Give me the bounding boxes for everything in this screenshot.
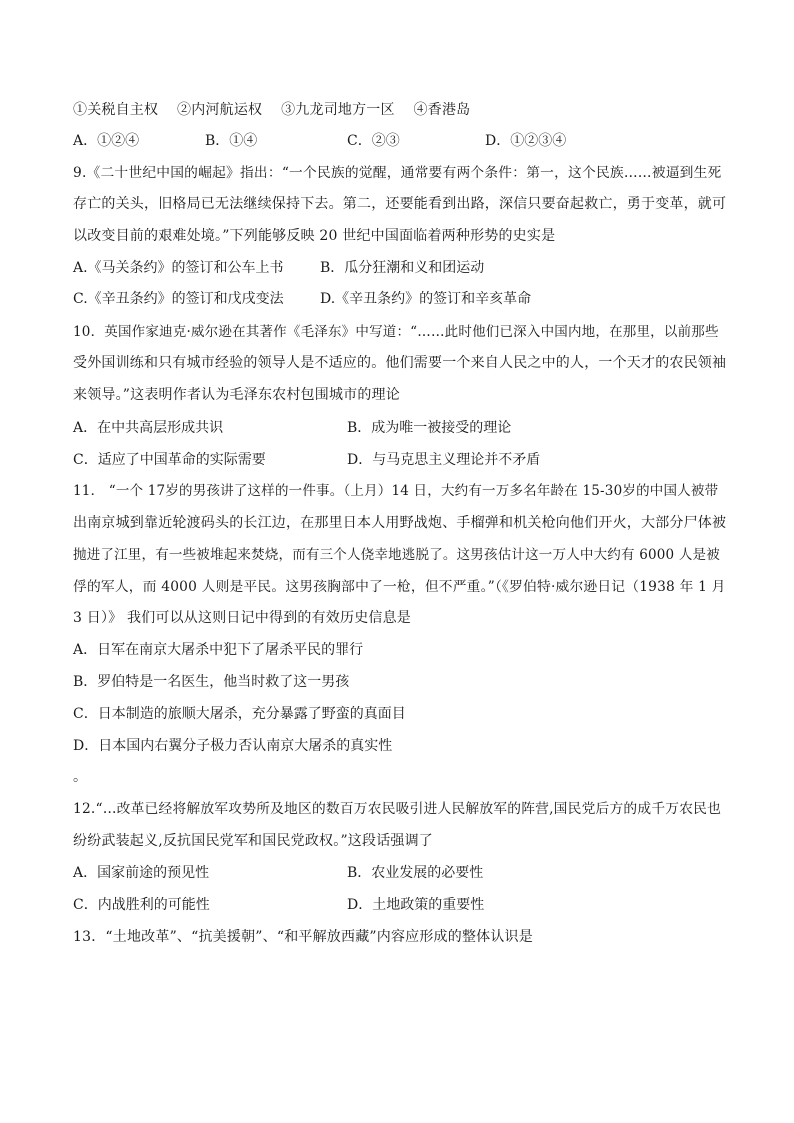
q11-option-b: B．罗伯特是一名医生，他当时救了这一男孩 [73,674,350,690]
q10-option-b: B．成为唯一被接受的理论 [347,420,512,436]
q10-stem-line: 来领导。”这表明作者认为毛泽东农村包围城市的理论 [73,387,400,403]
q12-option-a: A．国家前途的预见性 [73,865,210,881]
q12-option-b: B．农业发展的必要性 [347,865,484,881]
q9-option-c: C.《辛丑条约》的签订和戊戌变法 [73,291,284,307]
q11-stem-line: 俘的军人，而 4000 人则是平民。这男孩胸部中了一枪，但不严重。”（《罗伯特·威尔逊日记（1938 年 1 月 [73,579,726,595]
q9-option-b: B．瓜分狂潮和义和团运动 [320,260,485,276]
q9-option-d: D.《辛丑条约》的签订和辛亥革命 [320,291,532,307]
q10-stem-line: 10．英国作家迪克·威尔逊在其著作《毛泽东》中写道：“……此时他们已深入中国内地，在那里，以前那些 [73,324,719,340]
q12-option-d: D．土地政策的重要性 [347,897,485,913]
q8-option-c: C．②③ [347,133,400,149]
q10-option-c: C．适应了中国革命的实际需要 [73,452,266,468]
q10-stem-line: 受外国训练和只有城市经验的领导人是不适应的。他们需要一个来自人民之中的人，一个天才的农民领袖 [73,355,727,371]
q11-option-a: A．日军在南京大屠杀中犯下了屠杀平民的罪行 [73,642,364,658]
q13-stem-line: 13．“土地改革”、“抗美援朝”、“和平解放西藏”内容应形成的整体认识是 [73,929,533,945]
q9-stem-line: 存亡的关头，旧格局已无法继续保持下去。第二，还要能看到出路，深信只要奋起救亡，勇于变革，就可 [73,196,727,212]
q12-option-c: C．内战胜利的可能性 [73,897,210,913]
q9-stem-line: 9.《二十世纪中国的崛起》指出：“一个民族的觉醒，通常要有两个条件：第一，这个民族……被逼到生死 [73,165,722,181]
q11-trailing-mark: 。 [73,769,87,785]
q8-option-d: D．①②③④ [485,133,567,149]
q8-items: ①关税自主权 ②内河航运权 ③九龙司地方一区 ④香港岛 [73,102,471,118]
q8-option-b: B．①④ [205,133,258,149]
q11-stem-line: 11． “一个 17岁的男孩讲了这样的一件事。（上月）14 日，大约有一万多名年龄在 15-30岁的中国人被带 [73,483,719,499]
q9-stem-line: 以改变目前的艰难处境。”下列能够反映 20 世纪中国面临着两种形势的史实是 [73,228,556,244]
q9-option-a: A.《马关条约》的签订和公车上书 [73,260,284,276]
q11-option-d: D．日本国内右翼分子极力否认南京大屠杀的真实性 [73,738,393,754]
q12-stem-line: 纷纷武装起义,反抗国民党军和国民党政权。”这段话强调了 [73,833,434,849]
q11-stem-line: 出南京城到靠近轮渡码头的长江边，在那里日本人用野战炮、手榴弹和机关枪向他们开火，大部分尸体被 [73,515,727,531]
q11-stem-line: 抛进了江里，有一些被堆起来焚烧，而有三个人侥幸地逃脱了。这男孩估计这一万人中大约有 6000 人是被 [73,547,720,563]
q11-stem-line: 3 日）》 我们可以从这则日记中得到的有效历史信息是 [73,610,412,626]
q10-option-a: A．在中共高层形成共识 [73,420,224,436]
q8-option-a: A．①②④ [73,133,140,149]
q10-option-d: D．与马克思主义理论并不矛盾 [347,452,541,468]
q11-option-c: C．日本制造的旅顺大屠杀，充分暴露了野蛮的真面目 [73,706,406,722]
q12-stem-line: 12.“…改革已经将解放军攻势所及地区的数百万农民吸引进人民解放军的阵营,国民党后方的成千万农民也 [73,801,722,817]
